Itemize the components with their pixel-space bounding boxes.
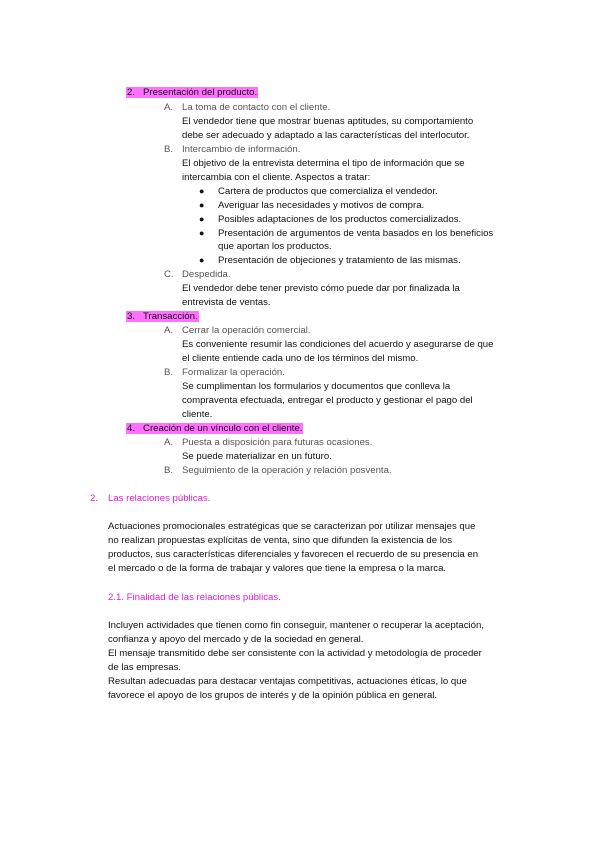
body-line: El vendedor tiene que mostrar buenas aptitudes, su comportamiento (182, 116, 474, 127)
subitem-letter: A. (164, 102, 174, 113)
section-heading (126, 86, 258, 99)
subitem-title: Cerrar la operación comercial. (182, 325, 311, 336)
bullet-text: Presentación de argumentos de venta basados en los beneficios (218, 228, 494, 239)
paragraph-line: el mercado o de la forma de trabajar y valores que tiene la empresa o la marca. (108, 563, 447, 574)
paragraph-line: Actuaciones promocionales estratégicas que se caracterizan por utilizar mensajes que (108, 521, 476, 532)
section-number: 3. (127, 311, 136, 322)
paragraph-line: confianza y apoyo del mercado y de la sociedad en general. (108, 634, 364, 645)
section-heading (126, 422, 303, 435)
body-line: Se cumplimentan los formularios y documentos que conlleva la (182, 381, 451, 392)
chapter-title: Las relaciones públicas. (108, 493, 211, 504)
subitem-letter: B. (164, 465, 174, 476)
bullet-text: que aportan los productos. (218, 241, 332, 252)
section-heading (126, 310, 199, 323)
subitem-title: La toma de contacto con el cliente. (182, 102, 331, 113)
bullet-icon: ● (199, 214, 205, 224)
body-line: entrevista de ventas. (182, 297, 271, 308)
paragraph-line: de las empresas. (108, 662, 182, 673)
body-line: el cliente entiende cada uno de los términos del mismo. (182, 353, 419, 364)
bullet-text: Presentación de objeciones y tratamiento de las mismas. (218, 255, 461, 266)
paragraph-line: Incluyen actividades que tienen como fin conseguir, mantener o recuperar la aceptación, (108, 620, 484, 631)
body-line: debe ser adecuado y adaptado a las características del interlocutor. (182, 130, 470, 141)
section-title: Presentación del producto. (143, 87, 258, 98)
paragraph-line: Resultan adecuadas para destacar ventajas competitivas, actuaciones éticas, lo que (108, 676, 467, 687)
bullet-icon: ● (199, 255, 205, 265)
section-number: 2. (127, 87, 136, 98)
body-line: intercambia con el cliente. Aspectos a tratar: (182, 172, 371, 183)
subitem-letter: A. (164, 325, 174, 336)
subitem-title: Intercambio de información. (182, 144, 301, 155)
section-number: 4. (127, 423, 136, 434)
paragraph-line: El mensaje transmitido debe ser consistente con la actividad y metodología de proceder (108, 648, 482, 659)
body-line: Se puede materializar en un futuro. (182, 451, 332, 462)
bullet-icon: ● (199, 228, 205, 238)
subsection-title: 2.1. Finalidad de las relaciones públicas. (108, 592, 281, 603)
chapter-number: 2. (90, 493, 99, 504)
body-line: Es conveniente resumir las condiciones del acuerdo y asegurarse de que (182, 339, 494, 350)
bullet-text: Posibles adaptaciones de los productos comercializados. (218, 214, 462, 225)
subitem-title: Despedida. (182, 269, 231, 280)
subitem-title: Formalizar la operación. (182, 367, 285, 378)
bullet-text: Averiguar las necesidades y motivos de compra. (218, 200, 425, 211)
body-line: compraventa efectuada, entregar el producto y gestionar el pago del (182, 395, 473, 406)
subitem-letter: B. (164, 367, 174, 378)
body-line: El vendedor debe tener previsto cómo puede dar por finalizada la (182, 283, 460, 294)
paragraph-line: favorece el apoyo de los grupos de interés y de la opinión pública en general. (108, 690, 438, 701)
subitem-title: Puesta a disposición para futuras ocasiones. (182, 437, 373, 448)
body-line: cliente. (182, 409, 213, 420)
body-line: El objetivo de la entrevista determina el tipo de información que se (182, 158, 465, 169)
subitem-letter: A. (164, 437, 174, 448)
section-title: Transacción. (143, 311, 198, 322)
bullet-icon: ● (199, 186, 205, 196)
subitem-title: Seguimiento de la operación y relación posventa. (182, 465, 392, 476)
section-title: Creación de un vínculo con el cliente. (143, 423, 303, 434)
bullet-text: Cartera de productos que comercializa el vendedor. (218, 186, 438, 197)
subitem-letter: B. (164, 144, 174, 155)
paragraph-line: productos, sus características diferenciales y favorecen el recuerdo de su presencia en (108, 549, 479, 560)
bullet-icon: ● (199, 200, 205, 210)
paragraph-line: no realizan propuestas explícitas de venta, sino que difunden la existencia de los (108, 535, 452, 546)
subitem-letter: C. (164, 269, 174, 280)
